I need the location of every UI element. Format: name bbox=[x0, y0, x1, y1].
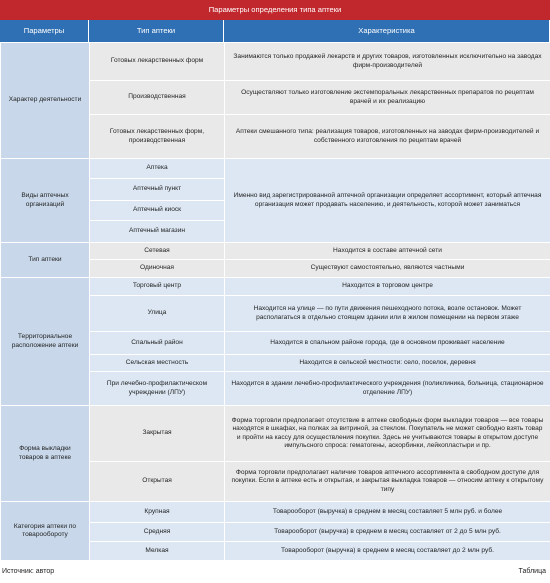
characteristic-cell: Находится в спальном районе города, где в основном проживает население bbox=[225, 332, 550, 355]
table-label: Таблица bbox=[518, 568, 546, 575]
characteristic-cell: Находится в торговом центре bbox=[225, 278, 550, 296]
characteristic-cell: Находится на улице — по пути движения пешеходного потока, возле остановок. Может располагаться в отдельно стоящем здании или в жилом помещении на первом этаже bbox=[225, 296, 550, 332]
source-note: Источник: автор bbox=[2, 568, 55, 575]
type-cell: Аптечный киоск bbox=[90, 201, 225, 221]
characteristic-cell: Форма торговли предполагает наличие товаров аптечного ассортимента в свободном доступе для покупки. Если в аптеке есть и открытая, и закрытая выкладка товаров — относим аптеку к открытому типу bbox=[225, 462, 550, 502]
table-title: Параметры определения типа аптеки bbox=[0, 0, 550, 20]
type-cell: Одиночная bbox=[90, 260, 225, 278]
type-cell: Сетевая bbox=[90, 243, 225, 260]
characteristic-cell: Аптеки смешанного типа: реализация товаров, изготовленных на заводах фирм-производителей и собственного изготовления по рецептам врачей bbox=[225, 115, 550, 159]
type-cell: Спальный район bbox=[90, 332, 225, 355]
type-cell: Улица bbox=[90, 296, 225, 332]
type-cell: Готовых лекарственных форм bbox=[90, 43, 225, 81]
characteristic-cell: Форма торговли предполагает отсутствие в аптеке свободных форм выкладки товаров — все товары находятся в шкафах, на полках за витриной, за стеклом. Покупатель не может свободно взять товар и пройти на кассу для осуществления покупки. Здесь не учитываются товары в открытом доступе импульсного спроса: гематогены, аскорбинки, лейкопластыри и пр. bbox=[225, 406, 550, 462]
parameter-cell: Территориальное расположение аптеки bbox=[1, 278, 90, 406]
table-row bbox=[1, 159, 550, 179]
characteristic-cell: Товарооборот (выручка) в среднем в месяц составляет от 2 до 5 млн руб. bbox=[225, 523, 550, 542]
type-cell: Мелкая bbox=[90, 542, 225, 561]
type-cell: Средняя bbox=[90, 523, 225, 542]
header-parameters: Параметры bbox=[0, 20, 89, 42]
header-characteristic: Характеристика bbox=[224, 20, 550, 42]
type-cell: Аптека bbox=[90, 159, 225, 179]
characteristic-cell: Находится в сельской местности: село, поселок, деревня bbox=[225, 355, 550, 372]
type-cell: Готовых лекарственных форм, производственная bbox=[90, 115, 225, 159]
parameter-cell: Тип аптеки bbox=[1, 243, 90, 278]
parameter-cell: Виды аптечных организаций bbox=[1, 159, 90, 243]
table-row bbox=[1, 243, 550, 260]
characteristic-cell: Осуществляют только изготовление экстемпоральных лекарственных препаратов по рецептам врачей и их реализацию bbox=[225, 81, 550, 115]
type-cell: Производственная bbox=[90, 81, 225, 115]
characteristic-cell: Находится в составе аптечной сети bbox=[225, 243, 550, 260]
characteristic-cell: Товарооборот (выручка) в среднем в месяц составляет до 2 млн руб. bbox=[225, 542, 550, 561]
characteristic-cell: Именно вид зарегистрированной аптечной организации определяет ассортимент, который аптечная организация может продавать населению, и деятельность, которой может заниматься bbox=[225, 159, 550, 243]
type-cell: Закрытая bbox=[90, 406, 225, 462]
type-cell: Аптечный магазин bbox=[90, 221, 225, 243]
characteristic-cell: Находится в здании лечебно-профилактического учреждения (поликлиника, больница, стационарное отделение ЛПУ) bbox=[225, 372, 550, 406]
header-pharmacy-type: Тип аптеки bbox=[89, 20, 224, 42]
table-row bbox=[1, 502, 550, 523]
parameter-cell: Форма выкладки товаров в аптеке bbox=[1, 406, 90, 502]
parameter-cell: Характер деятельности bbox=[1, 43, 90, 159]
type-cell: Торговый центр bbox=[90, 278, 225, 296]
type-cell: Аптечный пункт bbox=[90, 179, 225, 201]
pharmacy-types-table bbox=[0, 42, 550, 561]
characteristic-cell: Товарооборот (выручка) в среднем в месяц составляет 5 млн руб. и более bbox=[225, 502, 550, 523]
type-cell: Открытая bbox=[90, 462, 225, 502]
type-cell: При лечебно-профилактическом учреждении (ЛПУ) bbox=[90, 372, 225, 406]
characteristic-cell: Существуют самостоятельно, являются частными bbox=[225, 260, 550, 278]
parameter-cell: Категория аптеки по товарообороту bbox=[1, 502, 90, 561]
characteristic-cell: Занимаются только продажей лекарств и других товаров, изготовленных исключительно на заводах фирм-производителей bbox=[225, 43, 550, 81]
type-cell: Сельская местность bbox=[90, 355, 225, 372]
type-cell: Крупная bbox=[90, 502, 225, 523]
table-row bbox=[1, 278, 550, 296]
table-row bbox=[1, 43, 550, 81]
table-row bbox=[1, 406, 550, 462]
